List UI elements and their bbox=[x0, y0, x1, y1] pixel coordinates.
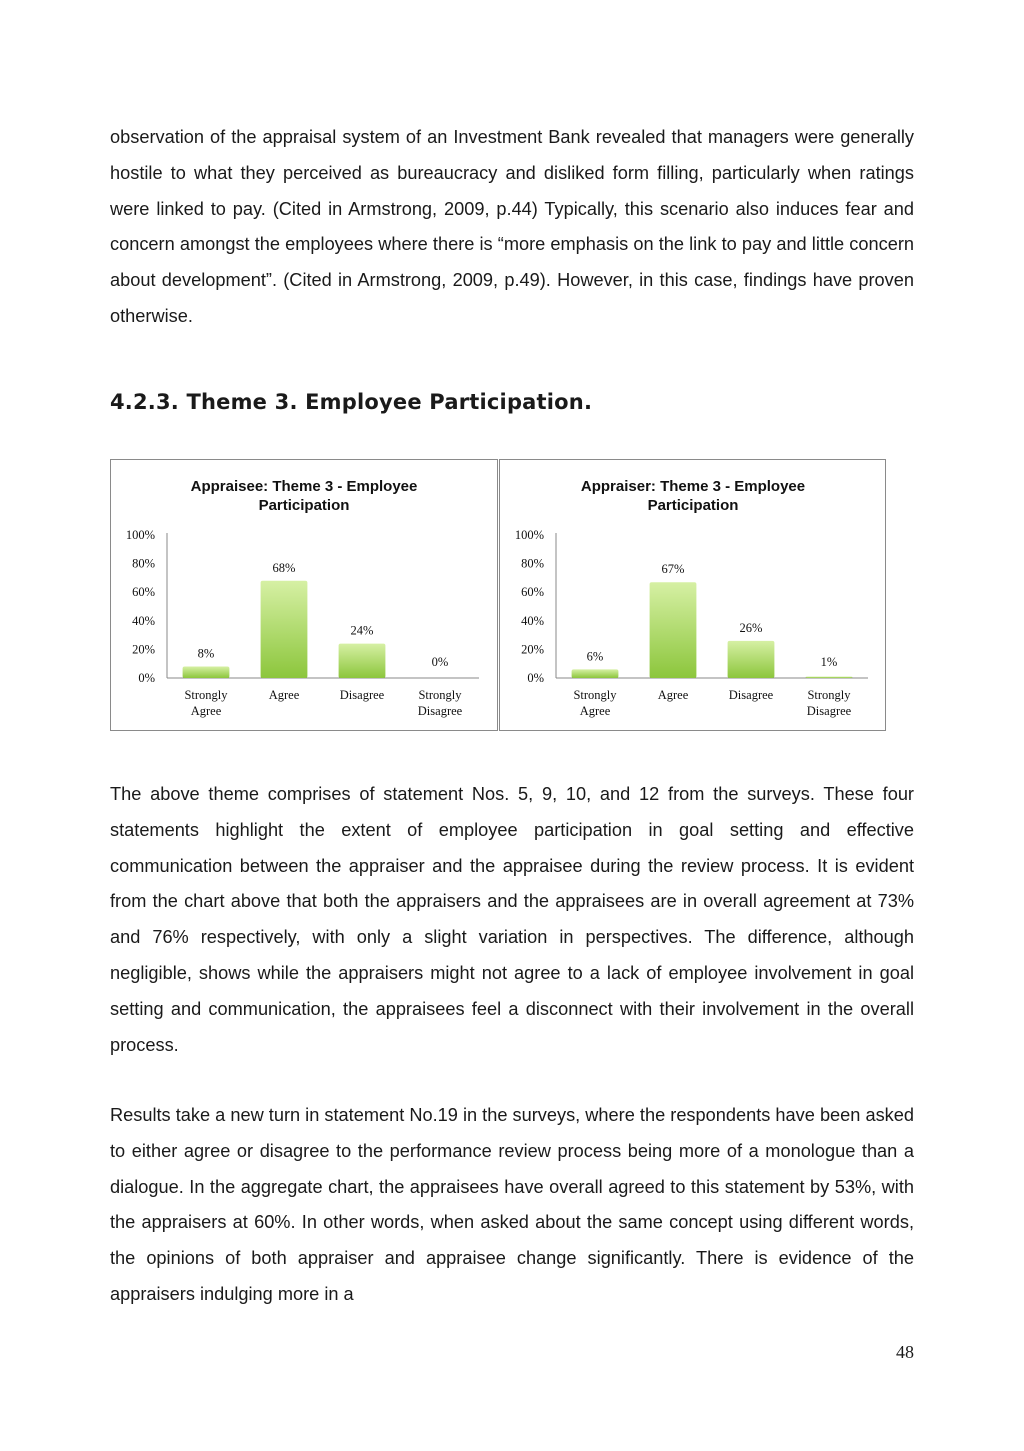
y-tick-label: 20% bbox=[521, 642, 544, 657]
paragraph-statement-19: Results take a new turn in statement No.19 in the surveys, where the respondents have been asked to either agree or disagree to the performance review process being more of a monologue than a dialogue. In the aggregate chart, the appraisees have overall agreed to this statement by 53%, with the appraisers at 60%. In other words, when asked about the same concept using different words, the opinions of both appraiser and appraisee change significantly. There is evidence of the appraisers indulging more in a bbox=[110, 1105, 914, 1304]
y-tick-label: 80% bbox=[521, 556, 544, 571]
data-label: 1% bbox=[820, 655, 838, 669]
data-label: 26% bbox=[739, 620, 763, 635]
chart-title-line: Participation bbox=[647, 497, 739, 514]
data-label: 0% bbox=[431, 655, 449, 669]
chart-title-line: Participation bbox=[258, 497, 350, 514]
category-label: Disagree bbox=[728, 688, 774, 702]
chart-appraiser-svg bbox=[500, 460, 885, 730]
paragraph-intro: observation of the appraisal system of an Investment Bank revealed that managers were generally hostile to what they perceived as bureaucracy and disliked form filling, particularly when ratings were linked to pay. (Cited in Armstrong, 2009, p.44) Typically, this scenario also induces fear and concern amongst the employees where there is “more emphasis on the link to pay and little concern about development”. (Cited in Armstrong, 2009, p.49). However, in this case, findings have proven otherwise. bbox=[110, 127, 914, 326]
category-label: Strongly bbox=[418, 688, 462, 702]
category-label: Agree bbox=[190, 704, 222, 718]
chart-appraisee bbox=[110, 459, 498, 731]
category-label: Strongly bbox=[807, 688, 851, 702]
section-heading: 4.2.3. Theme 3. Employee Participation. bbox=[110, 390, 593, 414]
y-tick-label: 40% bbox=[521, 613, 544, 628]
y-tick-label: 100% bbox=[125, 528, 155, 542]
data-label: 67% bbox=[661, 562, 685, 577]
bar bbox=[339, 644, 386, 678]
y-tick-label: 40% bbox=[132, 613, 155, 628]
chart-title-line: Appraiser: Theme 3 - Employee bbox=[580, 478, 806, 495]
bar bbox=[183, 667, 230, 678]
y-tick-label: 0% bbox=[527, 671, 544, 685]
data-label: 8% bbox=[197, 646, 215, 661]
chart-appraisee-svg bbox=[111, 460, 497, 730]
category-label: Strongly bbox=[184, 688, 228, 702]
y-tick-label: 0% bbox=[138, 671, 155, 685]
y-tick-label: 60% bbox=[132, 585, 155, 600]
category-label: Agree bbox=[657, 688, 689, 702]
bar bbox=[728, 641, 775, 678]
category-label: Disagree bbox=[417, 704, 463, 718]
category-label: Agree bbox=[579, 704, 611, 718]
chart-appraiser bbox=[499, 459, 886, 731]
paragraph-theme-analysis: The above theme comprises of statement Nos. 5, 9, 10, and 12 from the surveys. These four statements highlight the extent of employee participation in goal setting and effective communication between the appraiser and the appraisee during the review process. It is evident from the chart above that both the appraisers and the appraisees are in overall agreement at 73% and 76% respectively, with only a slight variation in perspectives. The difference, although negligible, shows while the appraisers might not agree to a lack of employee involvement in goal setting and communication, the appraisees feel a disconnect with their involvement in the overall process. bbox=[110, 784, 914, 1055]
category-label: Agree bbox=[268, 688, 300, 702]
page-number: 48 bbox=[896, 1342, 914, 1362]
category-label: Strongly bbox=[573, 688, 617, 702]
y-tick-label: 20% bbox=[132, 642, 155, 657]
y-tick-label: 100% bbox=[514, 528, 544, 542]
y-tick-label: 80% bbox=[132, 556, 155, 571]
category-label: Disagree bbox=[339, 688, 385, 702]
data-label: 24% bbox=[350, 623, 374, 638]
bar bbox=[261, 581, 308, 678]
bar bbox=[572, 669, 619, 678]
data-label: 6% bbox=[586, 649, 604, 664]
y-tick-label: 60% bbox=[521, 585, 544, 600]
category-label: Disagree bbox=[806, 704, 852, 718]
bar bbox=[650, 582, 697, 678]
chart-title-line: Appraisee: Theme 3 - Employee bbox=[190, 478, 418, 495]
data-label: 68% bbox=[272, 560, 296, 575]
bar bbox=[806, 677, 853, 678]
